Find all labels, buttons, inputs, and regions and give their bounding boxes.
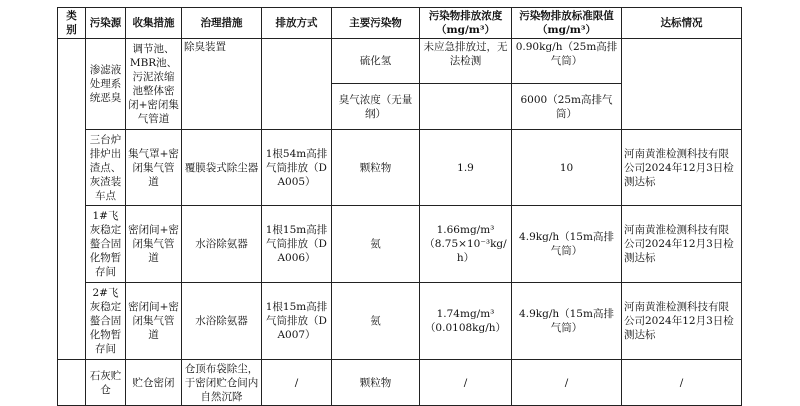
limit-cell: 0.90kg/h（25m高排气筒） [512, 39, 622, 84]
table-row [58, 206, 742, 283]
source-cell: 石灰贮仓 [86, 360, 126, 406]
header-pollutant: 主要污染物 [332, 8, 420, 39]
treatment-cell: 水浴除氨器 [182, 206, 262, 283]
pollutant-cell: 臭气浓度（无量纲） [332, 84, 420, 130]
discharge-cell [262, 39, 332, 130]
discharge-cell: 1根54m高排气筒排放（DA005） [262, 130, 332, 206]
header-source: 污染源 [86, 8, 126, 39]
header-limit: 污染物排放标准限值 （mg/m³） [512, 8, 622, 39]
source-cell: 三台炉排炉出渣点、灰渣装车点 [86, 130, 126, 206]
header-concentration: 污染物排放浓度 （mg/m³） [420, 8, 512, 39]
table-row [58, 283, 742, 360]
compliance-cell: 河南黄淮检测科技有限公司2024年12月3日检测达标 [622, 283, 742, 360]
pollutant-cell: 硫化氢 [332, 39, 420, 84]
concentration-cell: 1.66mg/m³ （8.75×10⁻³kg/h） [420, 206, 512, 283]
discharge-cell: 1根15m高排气筒排放（DA007） [262, 283, 332, 360]
treatment-cell: 仓顶布袋除尘，于密闭贮仓间内自然沉降 [182, 360, 262, 406]
limit-cell: 4.9kg/h（15m高排气筒） [512, 206, 622, 283]
concentration-cell: 未应急排放过，无法检测 [420, 39, 512, 84]
table-row [58, 39, 742, 84]
pollutant-cell: 氨 [332, 283, 420, 360]
table-container [57, 7, 742, 406]
collection-cell: 贮仓密闭 [126, 360, 182, 406]
concentration-cell: / [420, 360, 512, 406]
collection-cell: 密闭间+密闭集气管道 [126, 283, 182, 360]
header-collection: 收集措施 [126, 8, 182, 39]
pollution-control-table [57, 7, 742, 406]
treatment-cell: 水浴除氨器 [182, 283, 262, 360]
table-row [58, 360, 742, 406]
limit-cell: 4.9kg/h（15m高排气筒） [512, 283, 622, 360]
pollutant-cell: 颗粒物 [332, 360, 420, 406]
source-cell: 1#飞灰稳定螯合固化物暂存间 [86, 206, 126, 283]
limit-cell: 6000（25m高排气筒） [512, 84, 622, 130]
collection-cell: 调节池、MBR池、污泥浓缩池整体密闭+密闭集气管道 [126, 39, 182, 130]
source-cell: 渗滤液处理系统恶臭 [86, 39, 126, 130]
compliance-cell: 河南黄淮检测科技有限公司2024年12月3日检测达标 [622, 206, 742, 283]
limit-cell: 10 [512, 130, 622, 206]
concentration-cell: 1.74mg/m³ （0.0108kg/h） [420, 283, 512, 360]
category-cell [58, 360, 86, 406]
table-row [58, 130, 742, 206]
category-cell [58, 39, 86, 360]
table-header-row [58, 8, 742, 39]
concentration-cell: 1.9 [420, 130, 512, 206]
compliance-cell: 河南黄淮检测科技有限公司2024年12月3日检测达标 [622, 130, 742, 206]
compliance-cell: / [622, 360, 742, 406]
header-compliance: 达标情况 [622, 8, 742, 39]
header-category: 类 别 [58, 8, 86, 39]
concentration-cell [420, 84, 512, 130]
pollutant-cell: 颗粒物 [332, 130, 420, 206]
pollutant-cell: 氨 [332, 206, 420, 283]
limit-cell: / [512, 360, 622, 406]
collection-cell: 集气罩+密闭集气管道 [126, 130, 182, 206]
header-discharge: 排放方式 [262, 8, 332, 39]
discharge-cell: / [262, 360, 332, 406]
collection-cell: 密闭间+密闭集气管道 [126, 206, 182, 283]
source-cell: 2#飞灰稳定螯合固化物暂存间 [86, 283, 126, 360]
treatment-cell: 除臭装置 [182, 39, 262, 130]
treatment-cell: 覆膜袋式除尘器 [182, 130, 262, 206]
compliance-cell [622, 39, 742, 130]
header-treatment: 治理措施 [182, 8, 262, 39]
discharge-cell: 1根15m高排气筒排放（DA006） [262, 206, 332, 283]
